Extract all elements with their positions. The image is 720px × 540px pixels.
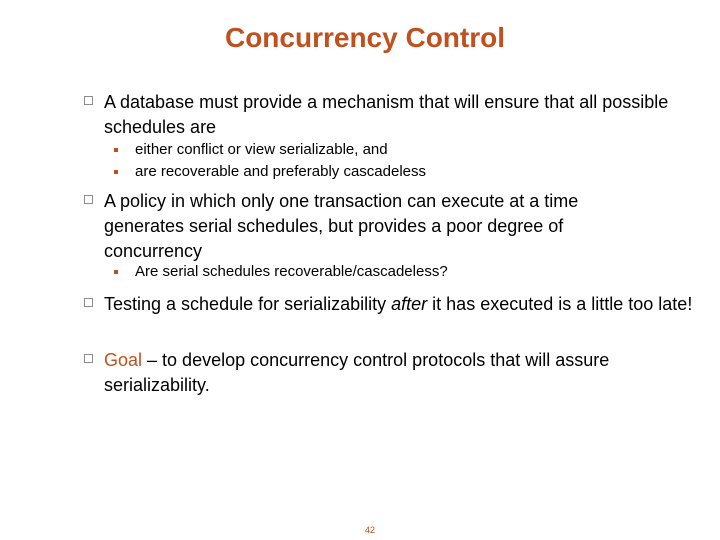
sub-bullet-text: are recoverable and preferably cascadeless <box>135 163 426 180</box>
bullet-text-part: it has executed is a little too late! <box>427 294 693 314</box>
sub-bullet-text: either conflict or view serializable, and <box>135 141 388 158</box>
bullet-text: A database must provide a mechanism that will ensure that all possible schedules are <box>104 92 669 137</box>
bullet-item-2 <box>104 189 644 264</box>
sub-bullet-item <box>135 139 695 161</box>
sub-bullet-item <box>135 161 695 183</box>
small-square-bullet-icon <box>114 270 118 274</box>
bullet-text-emphasis: after <box>391 294 428 314</box>
bullet-text-part: – to develop concurrency control protocols that will assure serializability. <box>104 350 610 395</box>
bullet-item-4 <box>104 348 694 398</box>
slide-title: Concurrency Control <box>224 22 506 53</box>
square-bullet-icon <box>84 354 93 363</box>
goal-label: Goal <box>104 350 143 370</box>
page-number: 42 <box>364 525 375 535</box>
bullet-item-1 <box>104 90 694 140</box>
small-square-bullet-icon <box>114 170 118 174</box>
bullet-text: A policy in which only one transaction can execute at a time generates serial schedules, but provides a poor degree of concurrency <box>104 191 579 261</box>
square-bullet-icon <box>84 96 93 105</box>
sub-bullet-item <box>135 261 695 283</box>
small-square-bullet-icon <box>114 148 118 152</box>
sub-bullet-text: Are serial schedules recoverable/cascadeless? <box>135 263 448 280</box>
bullet-item-3 <box>104 292 694 317</box>
square-bullet-icon <box>84 298 93 307</box>
bullet-text-part: Testing a schedule for serializability <box>104 294 392 314</box>
square-bullet-icon <box>84 195 93 204</box>
